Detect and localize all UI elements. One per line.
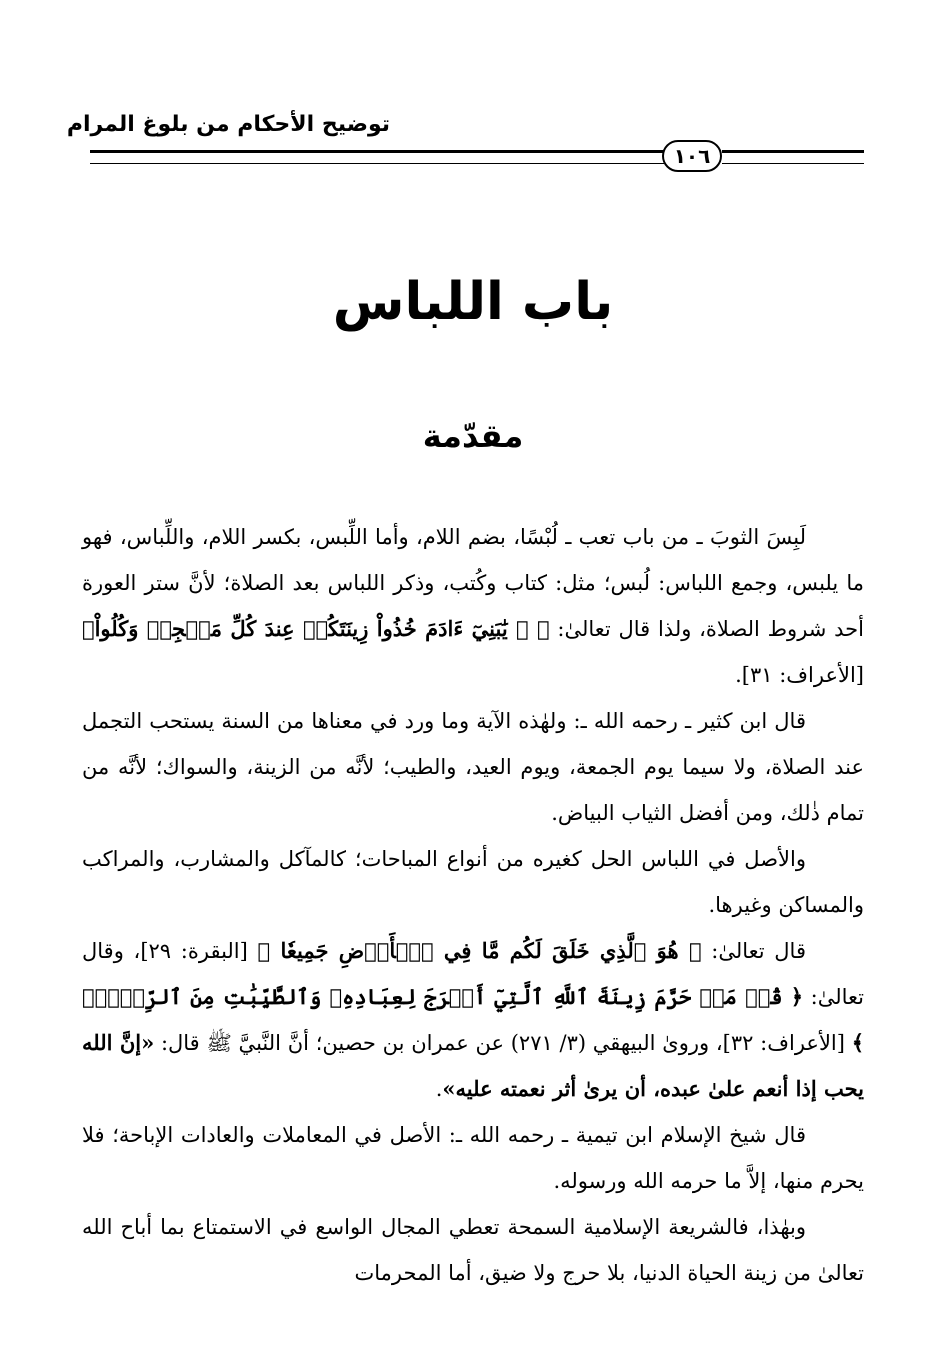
chapter-title: باب اللباس [332, 272, 614, 332]
quran-verse-baqara-29: ﴿ هُوَ ٱلَّذِي خَلَقَ لَكُم مَّا فِي ٱلۡأَرۡضِ جَمِيعٗا ﴾ [257, 938, 702, 963]
paragraph-1-text-a: لَبِسَ الثوبَ ـ من باب تعب ـ لُبْسًا، بضم اللام، وأما اللِّبس، بكسر اللام، واللِّباس، فهو ما يلبس، وجمع اللباس: لُبس؛ مثل: كتاب وكُتب، وذكر اللباس بعد الصلاة؛ لأنَّ ستر العورة أحد شروط الصلاة، ولذا قال تعالىٰ: [82, 525, 864, 641]
quran-verse-araf-31: ﴿ ۞ يَٰبَنِيٓ ءَادَمَ خُذُواْ زِينَتَكُمۡ عِندَ كُلِّ مَسۡجِدٖ وَكُلُواْ﴾ [82, 616, 550, 641]
header-rule-right [722, 150, 864, 164]
section-title: مقدّمة [422, 417, 524, 455]
paragraph-1-text-b: [الأعراف: ٣١]. [735, 663, 864, 687]
paragraph-5: قال شيخ الإسلام ابن تيمية ـ رحمه الله ـ: الأصل في المعاملات والعادات الإباحة؛ فلا يحرم منها، إلاَّ ما حرمه الله ورسوله. [82, 1123, 864, 1193]
paragraph-4-text-b: [البقرة: ٢٩]، وقال تعالىٰ: [82, 939, 865, 1009]
running-header-title: توضيح الأحكام من بلوغ المرام [66, 112, 390, 137]
paragraph-4-text-a: قال تعالىٰ: [701, 939, 806, 963]
paragraph-4-text-d: . [435, 1077, 443, 1101]
paragraph-3: والأصل في اللباس الحل كغيره من أنواع المباحات؛ كالمآكل والمشارب، والمراكب والمساكن وغيرها. [82, 847, 864, 917]
paragraph-4 [82, 928, 864, 1112]
page-number: ١٠٦ [662, 140, 722, 172]
paragraph-1 [82, 514, 864, 698]
paragraph-2: قال ابن كثير ـ رحمه الله ـ: ولهٰذه الآية وما ورد في معناها من السنة يستحب التجمل عند الصلاة، ولا سيما يوم الجمعة، ويوم العيد، والطيب؛ لأنَّه من الزينة، والسواك؛ لأنَّه من تمام ذٰلك، ومن أفضل الثياب البياض. [82, 709, 864, 825]
paragraph-6: وبهٰذا، فالشريعة الإسلامية السمحة تعطي المجال الواسع في الاستمتاع بما أباح الله تعالىٰ من زينة الحياة الدنيا، بلا حرج ولا ضيق، أما المحرمات [82, 1215, 864, 1285]
paragraph-4-text-c: [الأعراف: ٣٢]، وروىٰ البيهقي (٣/ ٢٧١) عن عمران بن حصين؛ أنَّ النَّبيَّ ﷺ قال: [154, 1031, 852, 1055]
header-rule-left [90, 150, 664, 164]
quran-verse-araf-32: ﴿ قُلۡ مَنۡ حَرَّمَ زِينَةَ ٱللَّهِ ٱلَّتِيٓ أَخۡرَجَ لِعِبَادِهِۦ وَٱلطَّيِّبَٰتِ مِنَ ٱلرِّزۡقِۚ ﴾ [82, 984, 864, 1055]
hadith-quote: «إنَّ الله يحب إذا أنعم علىٰ عبده، أن يرىٰ أثر نعمته عليه» [82, 1030, 864, 1101]
body-text [82, 514, 864, 1296]
